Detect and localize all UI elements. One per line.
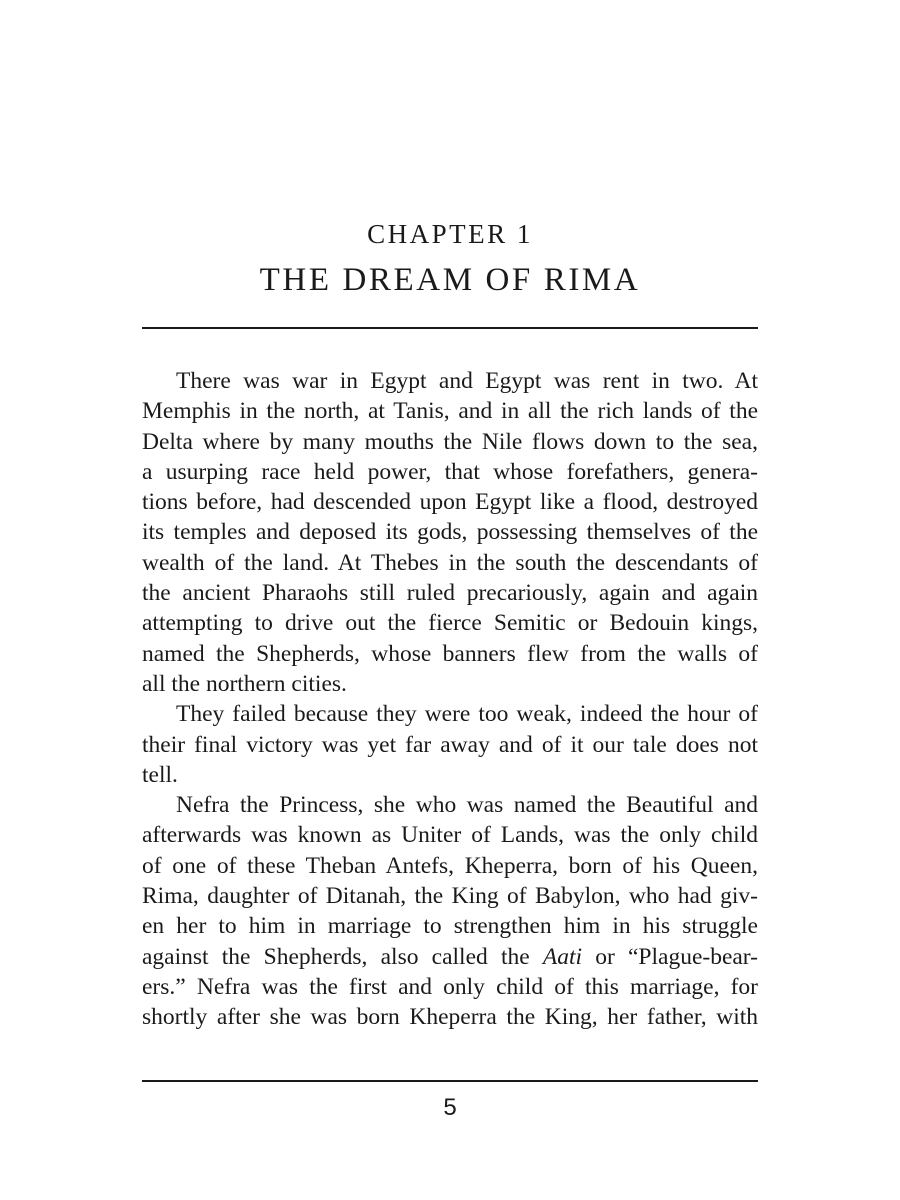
text-line: There was war in Egypt and Egypt was rent in two. At [176,368,758,394]
text-line: They failed because they were too weak, indeed the hour of [176,701,758,728]
chapter-body [142,366,758,1033]
text-line: en her to him in marriage to strengthen him in his struggle [142,913,758,940]
italic-term: Aati [542,943,583,970]
text-run: or “Plague-bear- [582,943,758,970]
text-line: the ancient Pharaohs still ruled precariously, again and again [142,580,758,607]
chapter-title: THE DREAM OF RIMA [259,262,641,298]
text-line-with-italic [142,942,758,972]
text-line: a usurping race held power, that whose forefathers, genera- [142,458,758,485]
text-line: its temples and deposed its gods, possessing themselves of the [142,519,758,546]
footer-divider [142,1080,758,1082]
text-line: Nefra the Princess, she who was named the Beautiful and [176,792,758,819]
text-line: ers.” Nefra was the first and only child of this marriage, for [142,973,758,1000]
page-number: 5 [443,1094,457,1121]
text-line: Delta where by many mouths the Nile flows down to the sea, [142,428,758,455]
text-run: against the Shepherds, also called the [142,943,543,970]
text-line: shortly after she was born Kheperra the King, her father, with [142,1004,758,1031]
text-line: attempting to drive out the fierce Semitic or Bedouin kings, [142,610,758,637]
text-line: afterwards was known as Uniter of Lands, was the only child [142,822,758,849]
text-line: Rima, daughter of Ditanah, the King of Babylon, who had giv- [142,883,758,910]
header-divider [142,327,758,329]
text-line: Memphis in the north, at Tanis, and in all the rich lands of the [142,398,758,425]
chapter-label: CHAPTER 1 [367,219,533,249]
text-line: tions before, had descended upon Egypt like a flood, destroyed [142,489,758,516]
text-line: of one of these Theban Antefs, Kheperra, born of his Queen, [142,852,758,879]
text-line: named the Shepherds, whose banners flew from the walls of [142,640,758,667]
text-line: wealth of the land. At Thebes in the south the descendants of [142,549,758,576]
text-line: tell. [142,761,178,788]
text-line: all the northern cities. [142,670,347,697]
text-line: their final victory was yet far away and of it our tale does not [142,731,758,758]
